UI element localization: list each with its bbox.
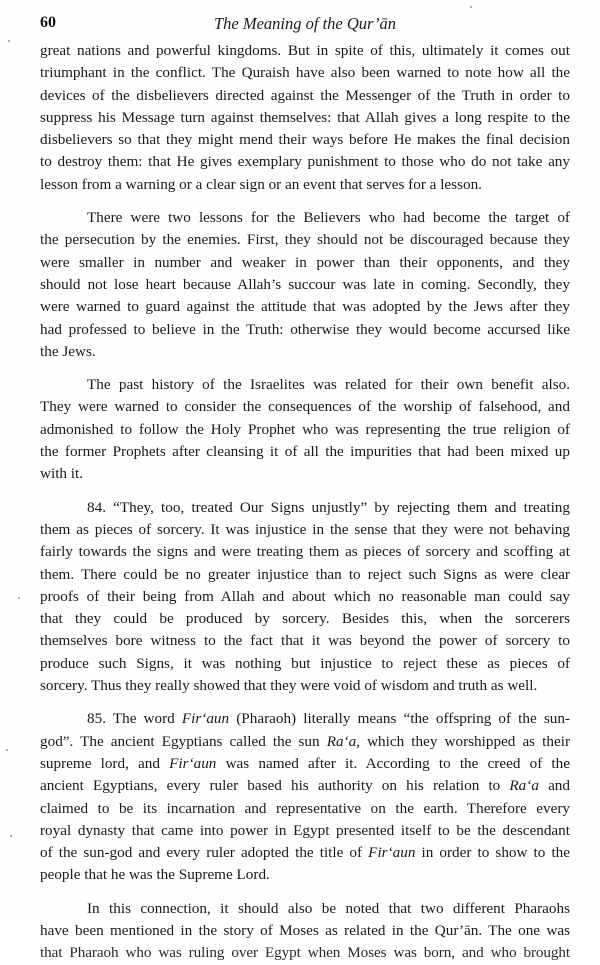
text-line: devices of the disbelievers directed against the Messenger of the Truth in order to	[40, 86, 570, 104]
text-run: supreme lord, and	[40, 754, 170, 772]
italic-term: Ra‘a	[509, 777, 539, 795]
body-text	[40, 40, 570, 965]
text-line: that they could be produced by sorcery. Besides this, when the sorcerers	[40, 610, 570, 628]
paragraph-two-pharaohs	[40, 898, 570, 965]
text-line: They were warned to consider the consequences of the worship of falsehood, and	[40, 398, 570, 416]
text-line: royal dynasty that came into power in Egypt presented itself to be the descendant	[40, 821, 570, 839]
text-run: (Pharaoh) literally means “the offspring of the sun-	[229, 710, 570, 728]
text-line: people that he was the Supreme Lord.	[40, 866, 270, 884]
text-line: them. There could be no greater injustice than to reject such Signs as were clear	[40, 565, 570, 583]
text-line: In this connection, it should also be noted that two different Pharaohs	[87, 899, 570, 917]
text-run: ancient Egyptians, every ruler based his authority on his relation to	[40, 777, 510, 795]
text-line: great nations and powerful kingdoms. But in spite of this, ultimately it comes out	[40, 42, 570, 59]
text-line: the former Prophets after cleansing it of all the impurities that had been mixed up	[40, 443, 570, 461]
paragraph-continuation	[40, 40, 570, 196]
text-line: lesson from a warning or a clear sign or an event that serves for a lesson.	[40, 175, 482, 193]
text-line: disbelievers so that they might mend their ways before He makes the final decision	[40, 131, 570, 149]
text-line: to destroy them: that He gives exemplary punishment to those who do not take any	[40, 153, 570, 171]
text-line: with it.	[40, 465, 84, 483]
text-line: 84. “They, too, treated Our Signs unjustly” by rejecting them and treating	[87, 498, 570, 516]
text-run: and	[538, 777, 570, 795]
italic-term: Fir‘aun	[368, 844, 416, 862]
italic-term: Ra‘a	[326, 732, 357, 750]
text-line: There were two lessons for the Believers who had become the target of	[87, 209, 570, 227]
text-line	[40, 708, 570, 730]
italic-term: Fir‘aun	[169, 754, 217, 772]
text-line: claimed to be its incarnation and representative on the earth. Therefore every	[40, 799, 570, 817]
scan-speck	[470, 6, 472, 8]
text-line: themselves bore witness to the fact that it was beyond the power of sorcery to	[40, 632, 570, 650]
text-line: the persecution by the enemies. First, they should not be discouraged because they	[40, 231, 570, 249]
text-line	[40, 731, 570, 753]
text-line: sorcery. Thus they really showed that they were void of wisdom and truth as well.	[40, 677, 538, 695]
italic-term: Fir‘aun	[181, 710, 230, 728]
paragraph-israelites	[40, 374, 570, 485]
text-run: 85. The word	[87, 710, 182, 728]
text-run: was named after it. According to the creed of the	[216, 754, 570, 772]
text-line: suppress his Message turn against themselves: that Allah gives a long respite to the	[40, 108, 570, 126]
text-run: god”. The ancient Egyptians called the sun	[40, 732, 327, 750]
text-line: were smaller in number and weaker in power than their opponents, and they	[40, 253, 570, 271]
text-line: were warned to guard against the attitude that was adopted by the Jews after they	[40, 298, 570, 316]
text-line	[40, 775, 570, 797]
running-title: The Meaning of the Qur’ān	[213, 14, 397, 33]
scan-speck	[8, 40, 10, 42]
page-header	[40, 14, 570, 38]
scan-speck	[10, 835, 12, 837]
text-line: produce such Signs, it was nothing but injustice to reject these as pieces of	[40, 654, 570, 672]
text-line: proofs of their being from Allah and about which no reasonable man could say	[40, 587, 570, 605]
text-line: have been mentioned in the story of Moses as related in the Qur’ān. The one was	[40, 921, 570, 939]
text-line: triumphant in the conflict. The Quraish have also been warned to note how all the	[40, 64, 570, 82]
text-run: in order to show to the	[415, 844, 571, 862]
text-line: fairly towards the signs and were treating them as pieces of sorcery and scoffing at	[40, 543, 570, 561]
page-number: 60	[40, 14, 56, 31]
text-line: admonished to follow the Holy Prophet who was representing the true religion of	[40, 420, 570, 438]
text-line: had professed to believe in the Truth: otherwise they would become accursed like	[40, 320, 570, 338]
text-run: of the sun-god and every ruler adopted the title of	[40, 844, 369, 862]
note-85	[40, 708, 570, 886]
note-84	[40, 497, 570, 698]
scan-speck	[6, 749, 8, 751]
text-line: should not lose heart because Allah’s succour was late in coming. Secondly, they	[40, 275, 570, 293]
text-line	[40, 753, 570, 775]
text-line: that Pharaoh who was ruling over Egypt when Moses was born, and who brought	[40, 944, 570, 962]
text-line: them as pieces of sorcery. It was injustice in the sense that they were not behaving	[40, 520, 570, 538]
text-line	[40, 842, 570, 864]
scan-speck	[18, 597, 20, 599]
paragraph-two-lessons	[40, 207, 570, 363]
text-run: , which they worshipped as their	[356, 732, 570, 750]
text-line: the Jews.	[40, 342, 96, 360]
text-line: The past history of the Israelites was related for their own benefit also.	[87, 376, 570, 394]
